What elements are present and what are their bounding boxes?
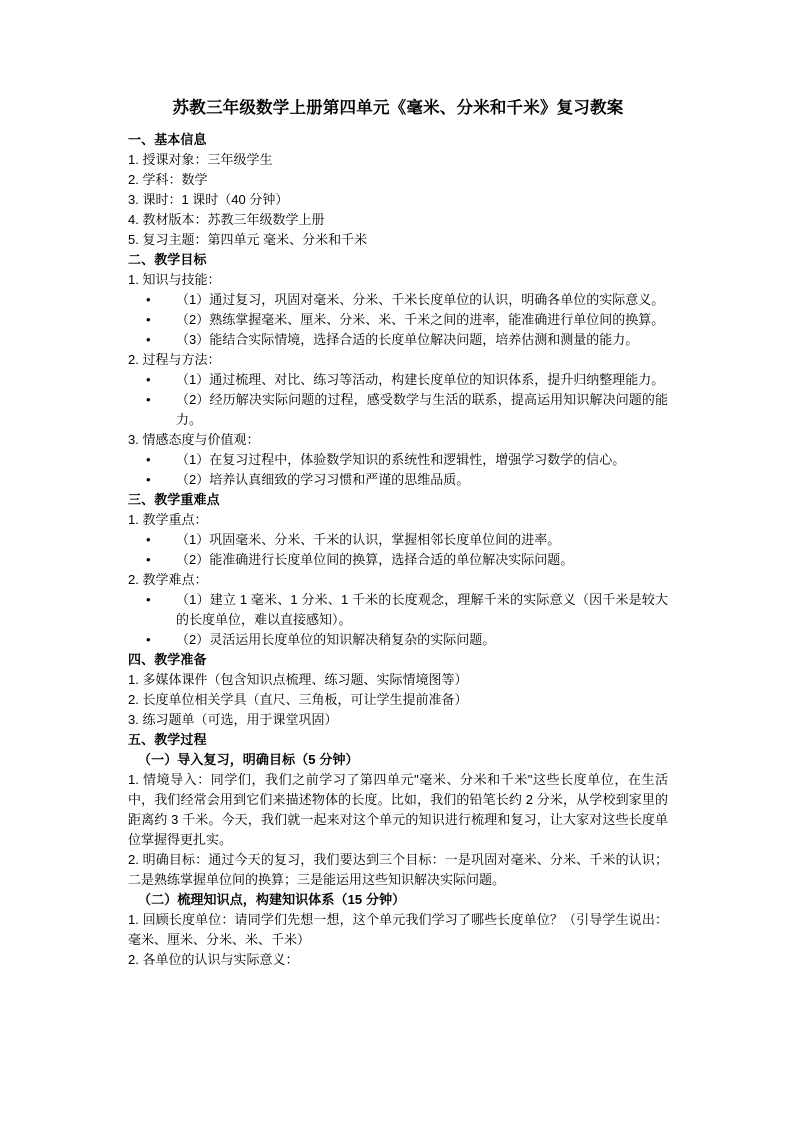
key-points-label: 1. 教学重点： — [128, 512, 208, 527]
process-step-1-item-2: 2. 明确目标：通过今天的复习，我们要达到三个目标：一是巩固对毫米、分米、千米的认识；二是熟练掌握单位间的换算；三是能运用这些知识解决实际问题。 — [128, 852, 668, 887]
preparation-item-3: 3. 练习题单（可选，用于课堂巩固） — [128, 712, 338, 727]
list-item: • （1）通过梳理、对比、练习等活动，构建长度单位的知识体系，提升归纳整理能力。 — [128, 370, 668, 390]
key-points-list — [128, 530, 668, 570]
objectives-group-3-list — [128, 450, 668, 490]
section-heading-basic-info: 一、基本信息 — [128, 132, 207, 147]
section-heading-preparation: 四、教学准备 — [128, 652, 207, 667]
preparation-item-2: 2. 长度单位相关学具（直尺、三角板，可让学生提前准备） — [128, 692, 468, 707]
process-step-1-subheading: （一）导入复习，明确目标（5 分钟） — [138, 752, 359, 767]
list-item: • （1）通过复习，巩固对毫米、分米、千米长度单位的认识，明确各单位的实际意义。 — [128, 290, 668, 310]
page-title: 苏教三年级数学上册第四单元《毫米、分米和千米》复习教案 — [172, 99, 624, 117]
list-item: • （2）培养认真细致的学习习惯和严谨的思维品质。 — [128, 470, 668, 490]
process-step-2-item-2: 2. 各单位的认识与实际意义： — [128, 952, 299, 967]
list-item: • （2）灵活运用长度单位的知识解决稍复杂的实际问题。 — [128, 630, 668, 650]
list-item: • （2）能准确进行长度单位间的换算，选择合适的单位解决实际问题。 — [128, 550, 668, 570]
section-heading-process: 五、教学过程 — [128, 732, 207, 747]
list-item: • （2）熟练掌握毫米、厘米、分米、米、千米之间的进率，能准确进行单位间的换算。 — [128, 310, 668, 330]
process-step-2-item-1: 1. 回顾长度单位：请同学们先想一想，这个单元我们学习了哪些长度单位？（引导学生说出：毫米、厘米、分米、米、千米） — [128, 912, 668, 947]
list-item: • （1）建立 1 毫米、1 分米、1 千米的长度观念，理解千米的实际意义（因千米是较大的长度单位，难以直接感知）。 — [128, 590, 668, 630]
list-item: • （1）在复习过程中，体验数学知识的系统性和逻辑性，增强学习数学的信心。 — [128, 450, 668, 470]
basic-info-item-3: 3. 课时：1 课时（40 分钟） — [128, 192, 289, 207]
section-heading-key-difficulties: 三、教学重难点 — [128, 492, 220, 507]
list-item: • （3）能结合实际情境，选择合适的长度单位解决问题，培养估测和测量的能力。 — [128, 330, 668, 350]
objectives-group-2-label: 2. 过程与方法： — [128, 352, 221, 367]
list-item: • （1）巩固毫米、分米、千米的认识，掌握相邻长度单位间的进率。 — [128, 530, 668, 550]
difficult-points-list — [128, 590, 668, 650]
objectives-group-1-list — [128, 290, 668, 350]
objectives-group-2-list — [128, 370, 668, 430]
objectives-group-1-label: 1. 知识与技能： — [128, 272, 221, 287]
section-heading-objectives: 二、教学目标 — [128, 252, 207, 267]
difficult-points-label: 2. 教学难点： — [128, 572, 208, 587]
basic-info-item-1: 1. 授课对象：三年级学生 — [128, 152, 273, 167]
list-item: • （2）经历解决实际问题的过程，感受数学与生活的联系，提高运用知识解决问题的能力。 — [128, 390, 668, 430]
preparation-item-1: 1. 多媒体课件（包含知识点梳理、练习题、实际情境图等） — [128, 672, 468, 687]
objectives-group-3-label: 3. 情感态度与价值观： — [128, 432, 260, 447]
basic-info-item-2: 2. 学科：数学 — [128, 172, 208, 187]
process-step-2-subheading: （二）梳理知识点，构建知识体系（15 分钟） — [138, 892, 406, 907]
process-step-1-item-1: 1. 情境导入：同学们，我们之前学习了第四单元"毫米、分米和千米"这些长度单位，在生活中，我们经常会用到它们来描述物体的长度。比如，我们的铅笔长约 2 分米，从学校到家里的距离约 3 千米。今天，我们就一起来对这个单元的知识进行梳理和复习，让大家对这些长度单位掌握得更扎实。 — [128, 772, 668, 847]
basic-info-item-5: 5. 复习主题：第四单元 毫米、分米和千米 — [128, 232, 368, 247]
basic-info-item-4: 4. 教材版本：苏教三年级数学上册 — [128, 212, 325, 227]
